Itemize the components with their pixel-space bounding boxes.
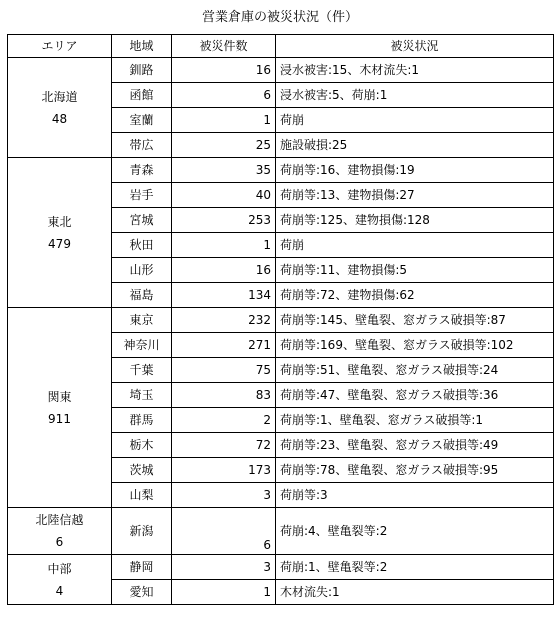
area-cell bbox=[8, 508, 112, 555]
count-cell: 25 bbox=[172, 133, 276, 158]
area-total: 911 bbox=[48, 411, 71, 426]
region-cell: 青森 bbox=[112, 158, 172, 183]
region-cell: 帯広 bbox=[112, 133, 172, 158]
count-cell: 134 bbox=[172, 283, 276, 308]
count-cell: 2 bbox=[172, 408, 276, 433]
status-cell: 荷崩等:78、壁亀裂、窓ガラス破損等:95 bbox=[276, 458, 554, 483]
page-title: 営業倉庫の被災状況（件） bbox=[201, 10, 358, 25]
area-name: 北陸信越 bbox=[35, 513, 84, 527]
status-cell: 荷崩:4、壁亀裂等:2 bbox=[276, 508, 554, 555]
count-cell: 35 bbox=[172, 158, 276, 183]
count-cell: 3 bbox=[172, 483, 276, 508]
table-row bbox=[8, 555, 554, 580]
status-cell: 浸水被害:15、木材流失:1 bbox=[276, 58, 554, 83]
region-cell: 静岡 bbox=[112, 555, 172, 580]
count-cell: 1 bbox=[172, 233, 276, 258]
region-cell: 東京 bbox=[112, 308, 172, 333]
area-cell bbox=[8, 308, 112, 508]
count-cell: 1 bbox=[172, 580, 276, 605]
count-cell: 173 bbox=[172, 458, 276, 483]
status-cell: 荷崩等:51、壁亀裂、窓ガラス破損等:24 bbox=[276, 358, 554, 383]
area-name: 中部 bbox=[47, 561, 72, 576]
count-cell: 75 bbox=[172, 358, 276, 383]
area-total: 6 bbox=[55, 535, 64, 549]
status-cell: 荷崩等:11、建物損傷:5 bbox=[276, 258, 554, 283]
status-cell: 荷崩等:1、壁亀裂、窓ガラス破損等:1 bbox=[276, 408, 554, 433]
status-cell: 荷崩等:23、壁亀裂、窓ガラス破損等:49 bbox=[276, 433, 554, 458]
region-cell: 愛知 bbox=[112, 580, 172, 605]
region-cell: 神奈川 bbox=[112, 333, 172, 358]
status-cell: 荷崩:1、壁亀裂等:2 bbox=[276, 555, 554, 580]
area-cell bbox=[8, 555, 112, 605]
header-row bbox=[8, 35, 554, 58]
header-region: 地域 bbox=[112, 35, 172, 58]
status-cell: 木材流失:1 bbox=[276, 580, 554, 605]
region-cell: 山梨 bbox=[112, 483, 172, 508]
status-cell: 荷崩等:145、壁亀裂、窓ガラス破損等:87 bbox=[276, 308, 554, 333]
area-cell bbox=[8, 158, 112, 308]
table-row bbox=[8, 58, 554, 83]
status-cell: 荷崩等:13、建物損傷:27 bbox=[276, 183, 554, 208]
status-cell: 荷崩等:72、建物損傷:62 bbox=[276, 283, 554, 308]
status-cell: 荷崩等:125、建物損傷:128 bbox=[276, 208, 554, 233]
region-cell: 埼玉 bbox=[112, 383, 172, 408]
table-row bbox=[8, 308, 554, 333]
status-cell: 浸水被害:5、荷崩:1 bbox=[276, 83, 554, 108]
area-name: 関東 bbox=[47, 389, 72, 404]
area-name: 東北 bbox=[47, 214, 72, 229]
region-cell: 栃木 bbox=[112, 433, 172, 458]
count-cell: 1 bbox=[172, 108, 276, 133]
region-cell: 釧路 bbox=[112, 58, 172, 83]
header-area: エリア bbox=[8, 35, 112, 58]
status-cell: 荷崩 bbox=[276, 108, 554, 133]
header-status: 被災状況 bbox=[276, 35, 554, 58]
area-total: 479 bbox=[48, 236, 71, 251]
count-cell: 6 bbox=[172, 508, 276, 555]
table-row bbox=[8, 508, 554, 555]
region-cell: 群馬 bbox=[112, 408, 172, 433]
header-count: 被災件数 bbox=[172, 35, 276, 58]
table-body bbox=[8, 58, 554, 605]
count-cell: 72 bbox=[172, 433, 276, 458]
status-cell: 荷崩等:169、壁亀裂、窓ガラス破損等:102 bbox=[276, 333, 554, 358]
region-cell: 新潟 bbox=[112, 508, 172, 555]
count-cell: 3 bbox=[172, 555, 276, 580]
count-cell: 16 bbox=[172, 58, 276, 83]
count-cell: 271 bbox=[172, 333, 276, 358]
table-row bbox=[8, 158, 554, 183]
region-cell: 千葉 bbox=[112, 358, 172, 383]
area-total: 48 bbox=[51, 111, 68, 126]
region-cell: 宮城 bbox=[112, 208, 172, 233]
count-cell: 253 bbox=[172, 208, 276, 233]
area-cell bbox=[8, 58, 112, 158]
region-cell: 室蘭 bbox=[112, 108, 172, 133]
region-cell: 山形 bbox=[112, 258, 172, 283]
count-cell: 83 bbox=[172, 383, 276, 408]
status-cell: 施設破損:25 bbox=[276, 133, 554, 158]
count-cell: 6 bbox=[172, 83, 276, 108]
area-name: 北海道 bbox=[41, 89, 78, 104]
status-cell: 荷崩等:3 bbox=[276, 483, 554, 508]
region-cell: 秋田 bbox=[112, 233, 172, 258]
status-cell: 荷崩 bbox=[276, 233, 554, 258]
region-cell: 函館 bbox=[112, 83, 172, 108]
region-cell: 福島 bbox=[112, 283, 172, 308]
status-cell: 荷崩等:47、壁亀裂、窓ガラス破損等:36 bbox=[276, 383, 554, 408]
damage-table bbox=[7, 34, 554, 605]
count-cell: 232 bbox=[172, 308, 276, 333]
region-cell: 岩手 bbox=[112, 183, 172, 208]
area-total: 4 bbox=[55, 583, 64, 598]
count-cell: 40 bbox=[172, 183, 276, 208]
region-cell: 茨城 bbox=[112, 458, 172, 483]
count-cell: 16 bbox=[172, 258, 276, 283]
status-cell: 荷崩等:16、建物損傷:19 bbox=[276, 158, 554, 183]
